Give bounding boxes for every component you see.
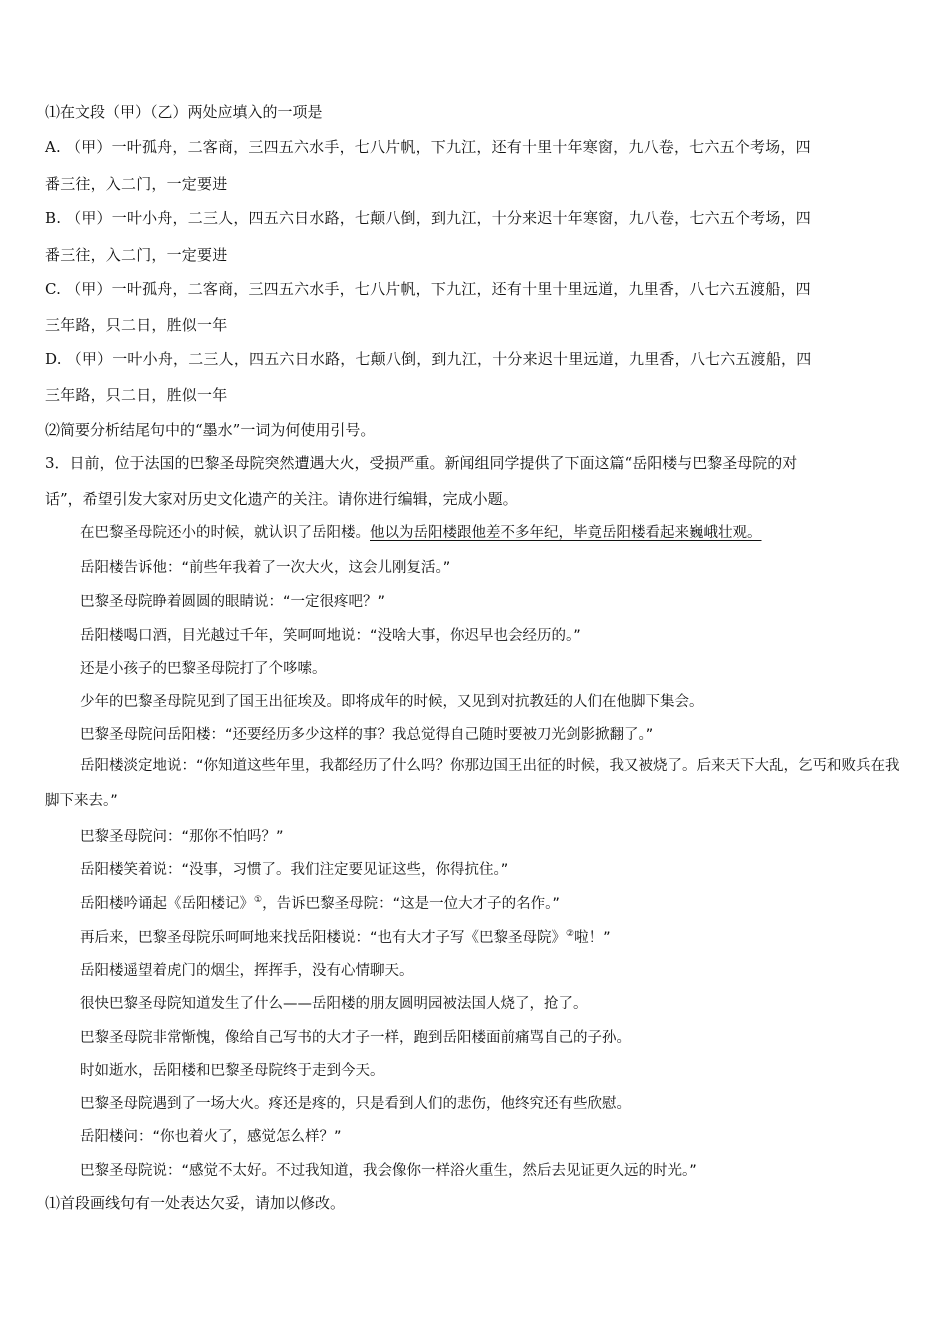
story-p11-b: ，告诉巴黎圣母院：“这是一位大才子的名作。” xyxy=(262,896,560,912)
story-paragraph-13: 岳阳楼遥望着虎门的烟尘，挥挥手，没有心情聊天。 xyxy=(80,963,414,979)
story-paragraph-8: 岳阳楼淡定地说：“你知道这些年里，我都经历了什么吗？你那边国王出征的时候，我又被烧了。后来天下大乱，乞丐和败兵在我脚下来去。” xyxy=(45,758,900,809)
story-p1-text: 在巴黎圣母院还小的时候，就认识了岳阳楼。 xyxy=(80,525,370,541)
q2-sub1-prompt: ⑴在文段（甲）（乙）两处应填入的一项是 xyxy=(45,103,323,121)
footnote-marker-1: ① xyxy=(254,895,263,906)
q2-sub2-prompt: ⑵简要分析结尾句中的“墨水”一词为何使用引号。 xyxy=(45,421,376,439)
story-paragraph-3: 巴黎圣母院睁着圆圆的眼睛说：“一定很疼吧？” xyxy=(80,594,386,610)
option-d-line1: D. （甲）一叶小舟，二三人，四五六日水路，七颠八倒，到九江，十分来迟十里远道，九里香，八七六五渡船，四 xyxy=(45,350,812,368)
q3-sub1-prompt: ⑴首段画线句有一处表达欠妥，请加以修改。 xyxy=(45,1194,346,1212)
option-c-line2: 三年路，只二日，胜似一年 xyxy=(45,316,228,334)
q3-intro-line2: 话”，希望引发大家对历史文化遗产的关注。请你进行编辑，完成小题。 xyxy=(45,490,518,508)
story-paragraph-7: 巴黎圣母院问岳阳楼：“还要经历多少这样的事？我总觉得自己随时要被刀光剑影掀翻了。” xyxy=(80,727,654,743)
story-paragraph-5: 还是小孩子的巴黎圣母院打了个哆嗦。 xyxy=(80,661,327,677)
story-paragraph-11 xyxy=(80,892,910,913)
option-c-line1: C. （甲）一叶孤舟，二客商，三四五六水手，七八片帆，下九江，还有十里十里远道，九里香，八七六五渡船，四 xyxy=(45,280,811,298)
option-b-line1: B. （甲）一叶小舟，二三人，四五六日水路，七颠八倒，到九江，十分来迟十年寒窗，九八卷，七六五个考场，四 xyxy=(45,209,811,227)
story-paragraph-17: 巴黎圣母院遇到了一场大火。疼还是疼的，只是看到人们的悲伤，他终究还有些欣慰。 xyxy=(80,1096,631,1112)
underlined-sentence: 他以为岳阳楼跟他差不多年纪，毕竟岳阳楼看起来巍峨壮观。 xyxy=(370,525,762,541)
option-d-line2: 三年路，只二日，胜似一年 xyxy=(45,386,228,404)
story-p11-a: 岳阳楼吟诵起《岳阳楼记》 xyxy=(80,896,254,912)
story-paragraph-12 xyxy=(80,926,910,947)
story-p12-a: 再后来，巴黎圣母院乐呵呵地来找岳阳楼说：“也有大才子写《巴黎圣母院》 xyxy=(80,930,567,946)
story-paragraph-1 xyxy=(80,521,910,542)
story-paragraph-9: 巴黎圣母院问：“那你不怕吗？” xyxy=(80,829,284,845)
footnote-marker-2: ② xyxy=(566,929,575,940)
story-paragraph-4: 岳阳楼喝口酒，目光越过千年，笑呵呵地说：“没啥大事，你迟早也会经历的。” xyxy=(80,628,581,644)
story-paragraph-2: 岳阳楼告诉他：“前些年我着了一次大火，这会儿刚复活。” xyxy=(80,560,451,576)
story-paragraph-18: 岳阳楼问：“你也着火了，感觉怎么样？” xyxy=(80,1129,342,1145)
story-paragraph-16: 时如逝水，岳阳楼和巴黎圣母院终于走到今天。 xyxy=(80,1063,385,1079)
option-b-line2: 番三往，入二门，一定要进 xyxy=(45,246,228,264)
option-a-line1: A. （甲）一叶孤舟，二客商，三四五六水手，七八片帆，下九江，还有十里十年寒窗，九八卷，七六五个考场，四 xyxy=(45,138,811,156)
q3-intro-line1: 3．日前，位于法国的巴黎圣母院突然遭遇大火，受损严重。新闻组同学提供了下面这篇“岳阳楼与巴黎圣母院的对 xyxy=(45,454,798,472)
story-paragraph-6: 少年的巴黎圣母院见到了国王出征埃及。即将成年的时候，又见到对抗教廷的人们在他脚下集会。 xyxy=(80,694,704,710)
option-a-line2: 番三往，入二门，一定要进 xyxy=(45,175,228,193)
story-paragraph-14: 很快巴黎圣母院知道发生了什么——岳阳楼的朋友圆明园被法国人烧了，抢了。 xyxy=(80,996,588,1012)
story-paragraph-19: 巴黎圣母院说：“感觉不太好。不过我知道，我会像你一样浴火重生，然后去见证更久远的时光。” xyxy=(80,1163,697,1179)
story-p12-b: 啦！” xyxy=(574,930,611,946)
story-paragraph-15: 巴黎圣母院非常惭愧，像给自己写书的大才子一样，跑到岳阳楼面前痛骂自己的子孙。 xyxy=(80,1030,631,1046)
story-paragraph-10: 岳阳楼笑着说：“没事，习惯了。我们注定要见证这些，你得抗住。” xyxy=(80,862,509,878)
